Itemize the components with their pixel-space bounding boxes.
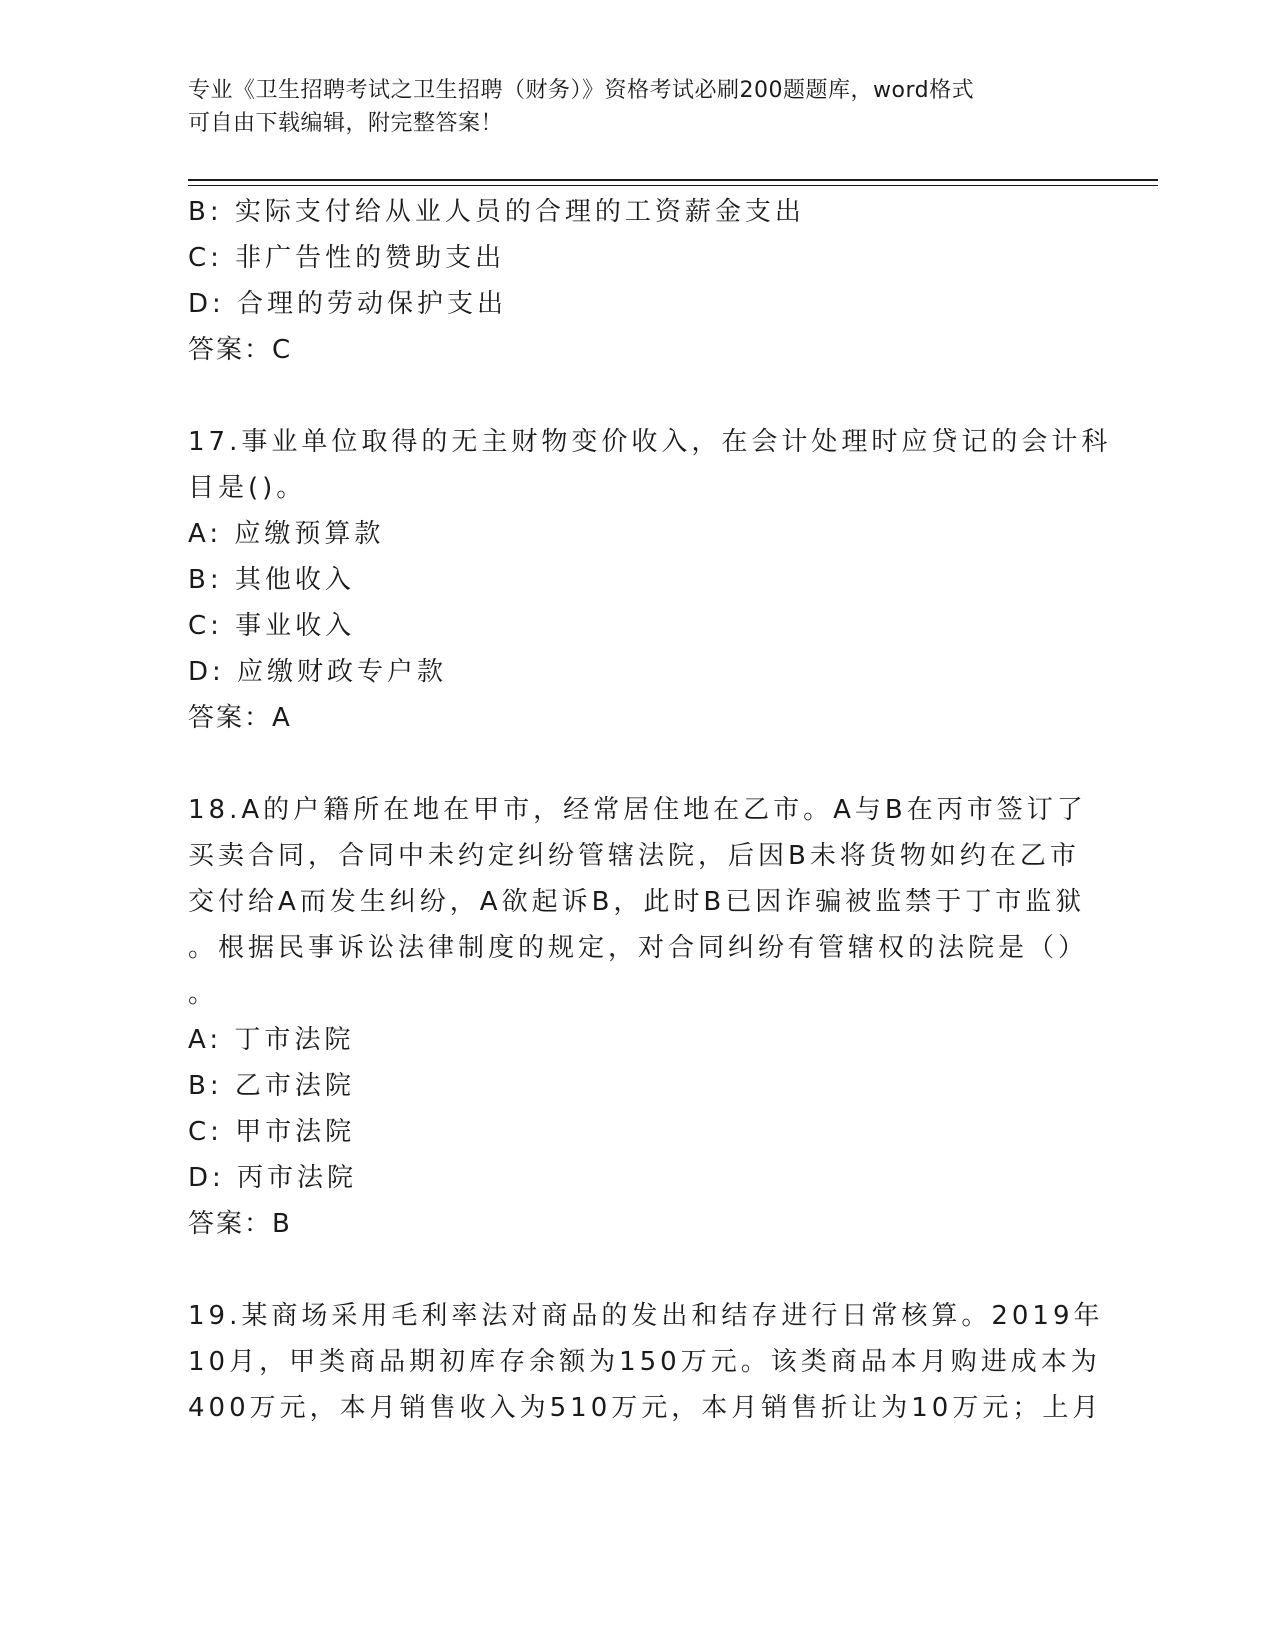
question-17 bbox=[188, 419, 1112, 741]
option-d: D: 丙市法院 bbox=[188, 1163, 358, 1193]
answer-line: 答案：B bbox=[188, 1209, 292, 1239]
prev-question-block bbox=[188, 189, 1088, 373]
option-c: C: 甲市法院 bbox=[188, 1117, 356, 1147]
question-stem-line: 18.A的户籍所在地在甲市，经常居住地在乙市。A与B在丙市签订了 bbox=[188, 795, 1087, 825]
document-body bbox=[188, 189, 1112, 1431]
option-b: B: 乙市法院 bbox=[188, 1071, 355, 1101]
document-header bbox=[188, 74, 1088, 140]
question-stem-line: 交付给A而发生纠纷，A欲起诉B，此时B已因诈骗被监禁于丁市监狱 bbox=[188, 887, 1086, 917]
header-line-1: 专业《卫生招聘考试之卫生招聘（财务）》资格考试必刷200题题库，word格式 bbox=[188, 78, 975, 103]
option-b: B: 其他收入 bbox=[188, 565, 355, 595]
header-divider-thin bbox=[188, 185, 1158, 186]
question-stem-line: 买卖合同，合同中未约定纠纷管辖法院，后因B未将货物如约在乙市 bbox=[188, 841, 1080, 871]
question-stem-line: 。根据民事诉讼法律制度的规定，对合同纠纷有管辖权的法院是（） bbox=[188, 933, 1089, 963]
option-c: C: 非广告性的赞助支出 bbox=[188, 243, 506, 273]
question-stem-line: 目是()。 bbox=[188, 473, 307, 503]
question-18 bbox=[188, 787, 1088, 1247]
header-divider-thick bbox=[188, 179, 1158, 181]
option-b: B: 实际支付给从业人员的合理的工资薪金支出 bbox=[188, 197, 805, 227]
answer-line: 答案：A bbox=[188, 703, 292, 733]
spacer bbox=[188, 373, 1088, 419]
option-d: D: 应缴财政专户款 bbox=[188, 657, 448, 687]
question-19 bbox=[188, 1293, 1104, 1431]
spacer bbox=[188, 741, 1088, 787]
question-stem-line: 。 bbox=[188, 979, 219, 1009]
option-a: A: 应缴预算款 bbox=[188, 519, 385, 549]
header-line-2: 可自由下载编辑，附完整答案！ bbox=[188, 111, 504, 136]
question-stem-line: 10月，甲类商品期初库存余额为150万元。该类商品本月购进成本为 bbox=[188, 1347, 1101, 1377]
question-stem-line: 400万元，本月销售收入为510万元，本月销售折让为10万元；上月 bbox=[188, 1393, 1103, 1423]
option-d: D: 合理的劳动保护支出 bbox=[188, 289, 508, 319]
spacer bbox=[188, 1247, 1088, 1293]
option-c: C: 事业收入 bbox=[188, 611, 356, 641]
question-stem-line: 19.某商场采用毛利率法对商品的发出和结存进行日常核算。2019年 bbox=[188, 1301, 1104, 1331]
option-a: A: 丁市法院 bbox=[188, 1025, 355, 1055]
question-stem-line: 17.事业单位取得的无主财物变价收入，在会计处理时应贷记的会计科 bbox=[188, 427, 1112, 457]
answer-line: 答案：C bbox=[188, 335, 293, 365]
